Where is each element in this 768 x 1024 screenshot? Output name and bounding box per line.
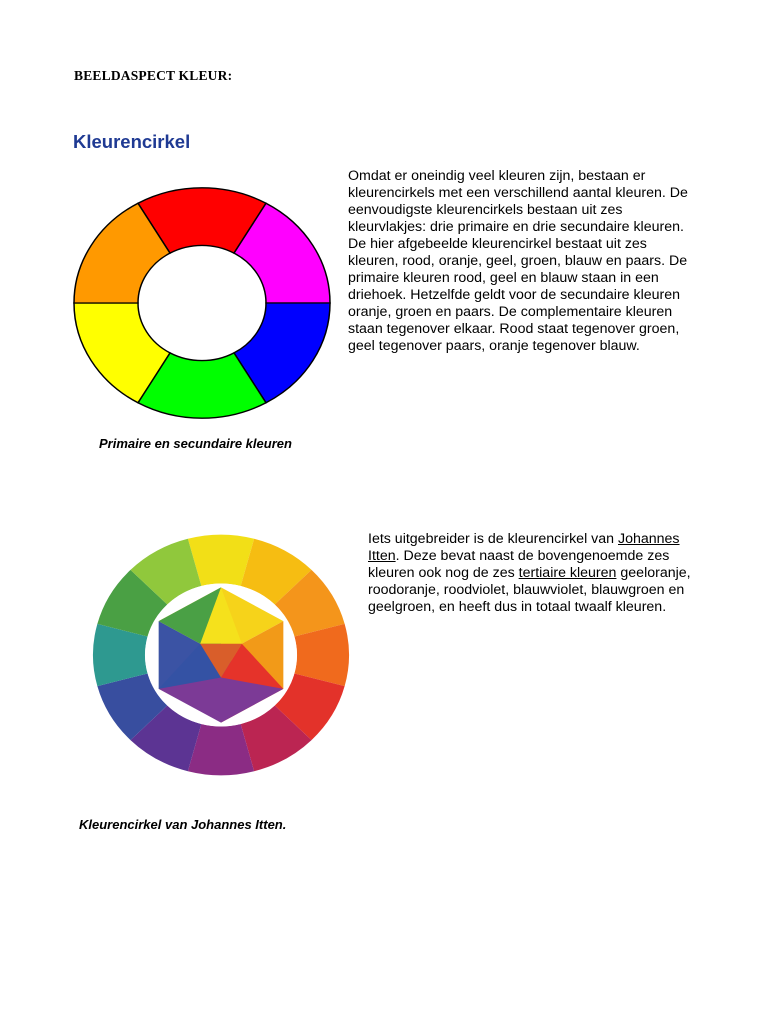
paragraph-itten-text3: geeloranje, roodoranje, roodviolet, blauwviolet, blauwgroen en geelgroen, en heeft dus in totaal twaalf kleuren. <box>368 565 691 615</box>
paragraph-intro-part1: Omdat er oneindig veel kleuren zijn, bestaan er kleurencirkels met een verschillend aantal kleuren. De eenvoudigste kleurencirkels bestaan uit zes kleurvlakjes: drie primaire en drie secundaire kleuren. <box>348 168 688 235</box>
paragraph-itten-text1: Iets uitgebreider is de kleurencirkel van <box>368 531 618 547</box>
six-color-wheel <box>72 186 332 420</box>
document-header: BEELDASPECT KLEUR: <box>74 68 233 83</box>
section-title: Kleurencirkel <box>73 131 191 152</box>
paragraph-itten <box>368 531 713 616</box>
figure1-caption: Primaire en secundaire kleuren <box>99 436 292 451</box>
link-johannes-itten[interactable]: Johannes Itten <box>368 531 680 564</box>
figure2-caption: Kleurencirkel van Johannes Itten. <box>79 817 287 832</box>
itten-color-wheel <box>90 532 352 778</box>
paragraph-intro-part2: De hier afgebeelde kleurencirkel bestaat uit zes kleuren, rood, oranje, geel, groen, blauw en paars. De primaire kleuren rood, geel en blauw staan in een driehoek. Hetzelfde geldt voor de secundaire kleuren oranje, groen en paars. De complementaire kleuren staan tegenover elkaar. Rood staat tegenover groen, geel tegenover paars, oranje tegenover blauw. <box>348 236 688 354</box>
paragraph-intro <box>348 168 693 355</box>
link-tertiaire-kleuren[interactable]: tertiaire kleuren <box>518 565 617 581</box>
paragraph-itten-text2: . Deze bevat naast de bovengenoemde zes kleuren ook nog de zes <box>368 548 670 581</box>
